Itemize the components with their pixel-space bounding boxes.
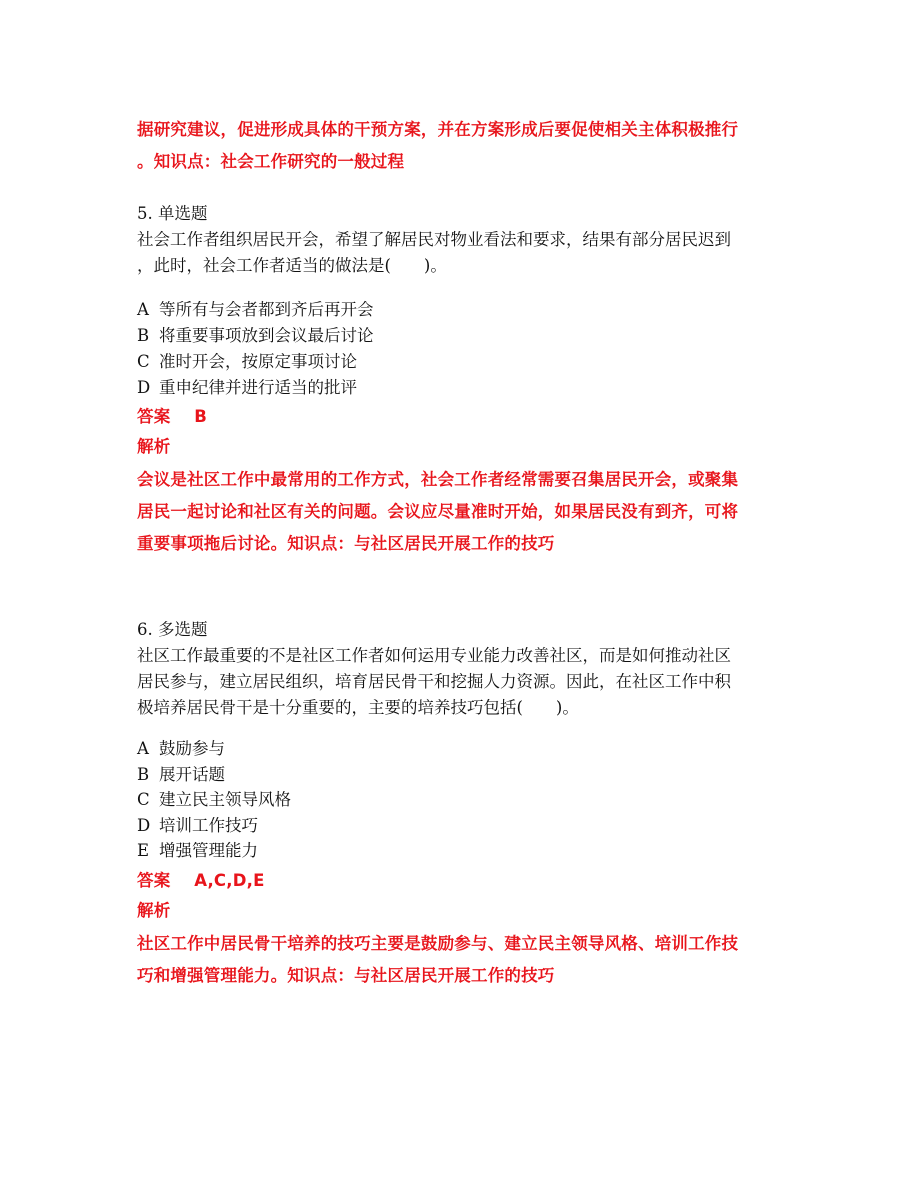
analysis-label: 解析 — [137, 901, 171, 920]
q6-option-c: C 建立民主领导风格 — [137, 790, 291, 809]
q6-analysis — [137, 928, 797, 992]
answer-label: 答案 — [137, 871, 171, 890]
q6-option-a: A 鼓励参与 — [137, 739, 225, 758]
answer-value: A,C,D,E — [194, 871, 265, 890]
q5-option-d: D 重申纪律并进行适当的批评 — [137, 378, 357, 397]
intro-line: 据研究建议，促进形成具体的干预方案，并在方案形成后要促使相关主体积极推行 — [137, 120, 739, 139]
q5-option-c: C 准时开会，按原定事项讨论 — [137, 352, 357, 371]
q5-analysis-line: 重要事项拖后讨论。知识点：与社区居民开展工作的技巧 — [137, 534, 555, 553]
q6-stem-line: 社区工作最重要的不是社区工作者如何运用专业能力改善社区，而是如何推动社区 — [137, 646, 731, 665]
q6-option-e: E 增强管理能力 — [137, 841, 258, 860]
q5-stem-line: 社会工作者组织居民开会，希望了解居民对物业看法和要求，结果有部分居民迟到 — [137, 230, 731, 249]
answer-value: B — [194, 407, 207, 426]
q6-stem-line: 极培养居民骨干是十分重要的，主要的培养技巧包括( )。 — [137, 698, 579, 717]
q6-option-b: B 展开话题 — [137, 764, 225, 784]
q6-options — [137, 736, 797, 864]
q5-header: 5. 单选题 — [137, 204, 208, 223]
q5-options — [137, 297, 797, 401]
analysis-label: 解析 — [137, 437, 171, 456]
q5-analysis-line: 会议是社区工作中最常用的工作方式，社会工作者经常需要召集居民开会，或聚集 — [137, 470, 739, 489]
q5-option-b: B 将重要事项放到会议最后讨论 — [137, 326, 374, 345]
intro-line: 。知识点：社会工作研究的一般过程 — [137, 152, 405, 171]
q5-analysis-line: 居民一起讨论和社区有关的问题。会议应尽量准时开始，如果居民没有到齐，可将 — [137, 502, 739, 521]
q5-block — [137, 201, 797, 279]
q5-option-a: A 等所有与会者都到齐后再开会 — [137, 300, 374, 319]
q6-option-d: D 培训工作技巧 — [137, 815, 258, 835]
q5-analysis — [137, 464, 797, 560]
q6-analysis-line: 巧和增强管理能力。知识点：与社区居民开展工作的技巧 — [137, 966, 555, 985]
q6-stem-line: 居民参与，建立居民组织，培育居民骨干和挖掘人力资源。因此，在社区工作中积 — [137, 672, 731, 691]
answer-label: 答案 — [137, 407, 171, 426]
q6-header: 6. 多选题 — [137, 620, 208, 639]
intro-analysis — [137, 114, 797, 178]
q5-answer — [137, 402, 797, 462]
q5-stem-line: ，此时，社会工作者适当的做法是( )。 — [137, 256, 447, 275]
q6-analysis-line: 社区工作中居民骨干培养的技巧主要是鼓励参与、建立民主领导风格、培训工作技 — [137, 934, 739, 953]
q6-answer — [137, 866, 797, 926]
q6-block — [137, 617, 797, 721]
